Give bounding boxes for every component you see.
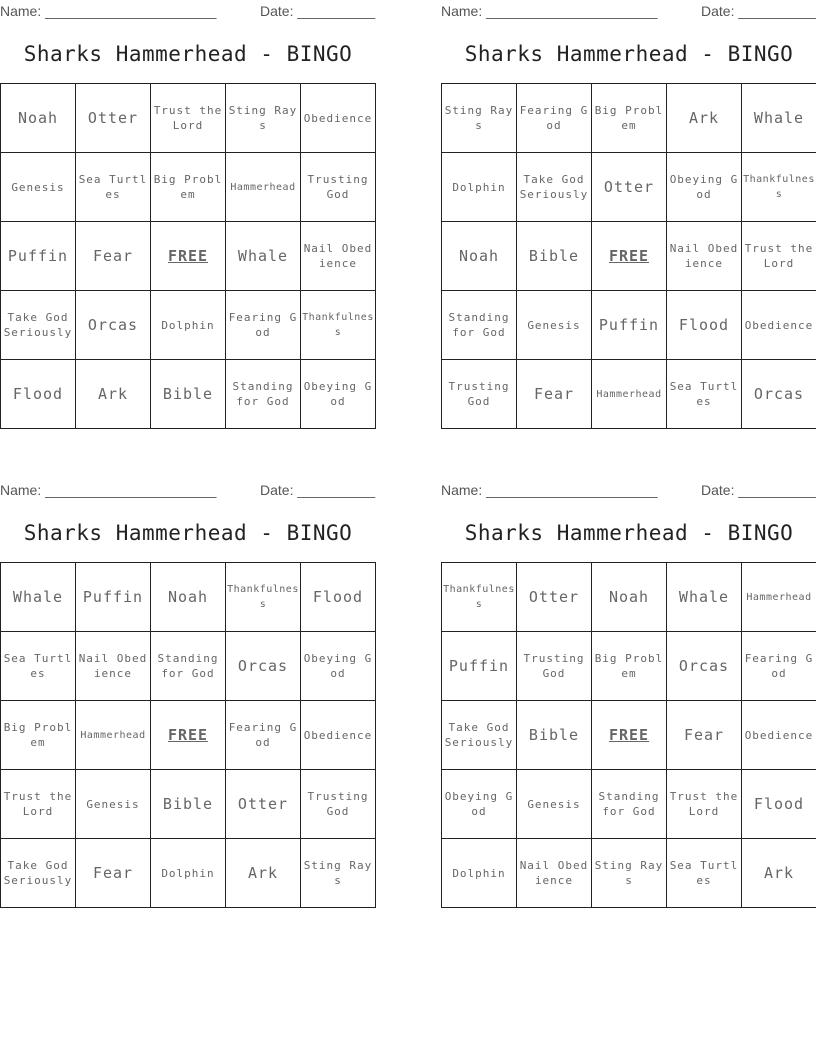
bingo-cell: Thankfulness [226, 563, 301, 632]
bingo-cell: Hammerhead [226, 153, 301, 222]
bingo-cell: Big Problem [1, 701, 76, 770]
bingo-cell: Standing for God [226, 360, 301, 429]
bingo-row [1, 291, 376, 360]
bingo-cell: Puffin [592, 291, 667, 360]
bingo-cell: Orcas [667, 632, 742, 701]
bingo-cell: Thankfulness [742, 153, 816, 222]
bingo-cell: Obedience [742, 701, 816, 770]
bingo-cell: Dolphin [151, 839, 226, 908]
bingo-row [442, 84, 816, 153]
bingo-row [1, 563, 376, 632]
bingo-cell: Sea Turtles [667, 839, 742, 908]
bingo-cell: Trusting God [517, 632, 592, 701]
bingo-cell: Trust the Lord [1, 770, 76, 839]
card-title: Sharks Hammerhead - BINGO [23, 521, 353, 545]
bingo-cell: Genesis [517, 291, 592, 360]
bingo-cell: Take God Seriously [1, 291, 76, 360]
bingo-cell: Take God Seriously [517, 153, 592, 222]
bingo-cell: Obedience [301, 701, 376, 770]
bingo-cell: Orcas [742, 360, 816, 429]
bingo-grid [441, 562, 816, 908]
bingo-cell: Ark [742, 839, 816, 908]
bingo-cell: Standing for God [151, 632, 226, 701]
bingo-row [1, 153, 376, 222]
bingo-cell: Fear [76, 222, 151, 291]
bingo-cell: Standing for God [442, 291, 517, 360]
name-date-line [0, 3, 376, 19]
bingo-cell: Obeying God [301, 632, 376, 701]
bingo-cell: Otter [226, 770, 301, 839]
bingo-cell: Bible [151, 360, 226, 429]
bingo-cell: Genesis [517, 770, 592, 839]
bingo-cell: Trusting God [301, 770, 376, 839]
bingo-cell: Obedience [742, 291, 816, 360]
bingo-cell: Sea Turtles [667, 360, 742, 429]
bingo-row [442, 701, 816, 770]
bingo-cell: Standing for God [592, 770, 667, 839]
bingo-cell: Fear [667, 701, 742, 770]
bingo-row [442, 770, 816, 839]
date-field-label: Date: __________ [701, 3, 816, 19]
bingo-cell: Noah [151, 563, 226, 632]
name-field-label: Name: ______________________ [0, 482, 217, 498]
bingo-cell: Obedience [301, 84, 376, 153]
bingo-cell: Bible [517, 701, 592, 770]
name-field-label: Name: ______________________ [441, 482, 658, 498]
bingo-cell: Puffin [1, 222, 76, 291]
bingo-cell: Dolphin [442, 839, 517, 908]
bingo-cell: Whale [742, 84, 816, 153]
bingo-row [1, 839, 376, 908]
bingo-cell: Trust the Lord [667, 770, 742, 839]
bingo-row [442, 839, 816, 908]
bingo-row [1, 632, 376, 701]
name-date-line [441, 3, 816, 19]
bingo-free-cell: FREE [151, 222, 226, 291]
bingo-free-cell: FREE [592, 701, 667, 770]
name-field-label: Name: ______________________ [0, 3, 217, 19]
bingo-cell: Genesis [76, 770, 151, 839]
bingo-cell: Noah [442, 222, 517, 291]
bingo-cell: Whale [1, 563, 76, 632]
bingo-cell: Trusting God [442, 360, 517, 429]
bingo-cell: Bible [517, 222, 592, 291]
bingo-cell: Fearing God [226, 291, 301, 360]
bingo-cell: Dolphin [151, 291, 226, 360]
bingo-cell: Ark [76, 360, 151, 429]
bingo-cell: Fearing God [517, 84, 592, 153]
bingo-cell: Big Problem [592, 632, 667, 701]
bingo-cell: Thankfulness [301, 291, 376, 360]
bingo-cell: Whale [667, 563, 742, 632]
date-field-label: Date: __________ [260, 482, 376, 498]
bingo-cell: Fear [517, 360, 592, 429]
bingo-cell: Sting Rays [226, 84, 301, 153]
bingo-grid [441, 83, 816, 429]
bingo-row [442, 563, 816, 632]
bingo-free-cell: FREE [592, 222, 667, 291]
bingo-cell: Puffin [76, 563, 151, 632]
bingo-cell: Big Problem [592, 84, 667, 153]
bingo-cell: Bible [151, 770, 226, 839]
bingo-cell: Orcas [226, 632, 301, 701]
bingo-cell: Genesis [1, 153, 76, 222]
bingo-cell: Fear [76, 839, 151, 908]
bingo-cell: Whale [226, 222, 301, 291]
bingo-row [1, 701, 376, 770]
bingo-cell: Flood [667, 291, 742, 360]
bingo-cell: Nail Obedience [76, 632, 151, 701]
bingo-cell: Otter [592, 153, 667, 222]
bingo-row [442, 360, 816, 429]
bingo-row [1, 84, 376, 153]
bingo-cell: Puffin [442, 632, 517, 701]
bingo-cell: Sea Turtles [76, 153, 151, 222]
bingo-cell: Hammerhead [742, 563, 816, 632]
bingo-cell: Flood [301, 563, 376, 632]
bingo-cell: Flood [1, 360, 76, 429]
bingo-cell: Fearing God [226, 701, 301, 770]
bingo-cell: Trusting God [301, 153, 376, 222]
card-title: Sharks Hammerhead - BINGO [23, 42, 353, 66]
bingo-cell: Trust the Lord [742, 222, 816, 291]
name-date-line [441, 482, 816, 498]
name-field-label: Name: ______________________ [441, 3, 658, 19]
bingo-cell: Flood [742, 770, 816, 839]
bingo-row [1, 360, 376, 429]
bingo-grid [0, 562, 376, 908]
bingo-cell: Noah [592, 563, 667, 632]
bingo-cell: Nail Obedience [667, 222, 742, 291]
bingo-cell: Ark [667, 84, 742, 153]
bingo-cell: Sting Rays [301, 839, 376, 908]
bingo-cell: Obeying God [442, 770, 517, 839]
bingo-cell: Big Problem [151, 153, 226, 222]
bingo-cell: Hammerhead [592, 360, 667, 429]
card-title: Sharks Hammerhead - BINGO [464, 42, 794, 66]
bingo-row [442, 222, 816, 291]
bingo-free-cell: FREE [151, 701, 226, 770]
name-date-line [0, 482, 376, 498]
bingo-cell: Sea Turtles [1, 632, 76, 701]
bingo-cell: Dolphin [442, 153, 517, 222]
date-field-label: Date: __________ [260, 3, 376, 19]
bingo-cell: Thankfulness [442, 563, 517, 632]
bingo-cell: Fearing God [742, 632, 816, 701]
bingo-row [442, 291, 816, 360]
bingo-cell: Otter [76, 84, 151, 153]
bingo-cell: Take God Seriously [1, 839, 76, 908]
bingo-cell: Otter [517, 563, 592, 632]
bingo-row [442, 632, 816, 701]
bingo-grid [0, 83, 376, 429]
bingo-cell: Hammerhead [76, 701, 151, 770]
bingo-row [442, 153, 816, 222]
bingo-cell: Take God Seriously [442, 701, 517, 770]
bingo-row [1, 770, 376, 839]
card-title: Sharks Hammerhead - BINGO [464, 521, 794, 545]
bingo-cell: Noah [1, 84, 76, 153]
bingo-cell: Nail Obedience [301, 222, 376, 291]
bingo-cell: Sting Rays [592, 839, 667, 908]
bingo-cell: Obeying God [301, 360, 376, 429]
bingo-cell: Nail Obedience [517, 839, 592, 908]
bingo-cell: Ark [226, 839, 301, 908]
bingo-cell: Trust the Lord [151, 84, 226, 153]
bingo-cell: Orcas [76, 291, 151, 360]
bingo-cell: Obeying God [667, 153, 742, 222]
bingo-cell: Sting Rays [442, 84, 517, 153]
bingo-row [1, 222, 376, 291]
date-field-label: Date: __________ [701, 482, 816, 498]
